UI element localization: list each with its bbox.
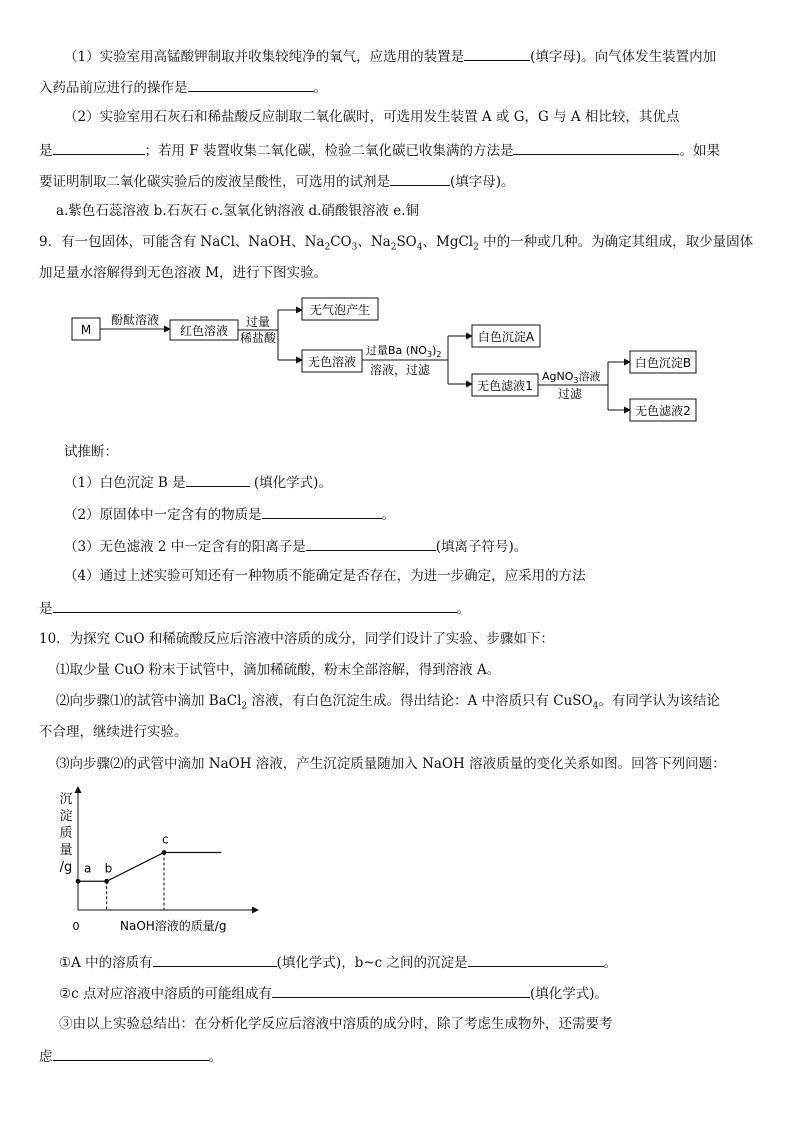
answer-blank[interactable] <box>53 598 457 613</box>
q8-part2-line3: 要证明制取二氧化碳实验后的废液呈酸性，可选用的试剂是 (填字母)。 <box>39 171 515 191</box>
answer-blank[interactable] <box>272 983 530 998</box>
q10-step3: ⑶向步骤⑵的武管中滴加 NaOH 溶液，产生沉淀质量随加入 NaOH 溶液质量的变化关系如图。回答下列问题： <box>56 756 726 772</box>
flow-reagent-ba-no3: 过量Ba $(NO_3)_2$ <box>366 344 442 359</box>
flow-label-precipitate-a: 白色沉淀A <box>477 330 535 344</box>
flow-label-red-solution: 红色溶液 <box>179 324 229 338</box>
flow-reagent-hcl: 稀盐酸 <box>239 331 277 345</box>
q10-question3: ③由以上实验总结出：在分析化学反应后溶液中溶质的成分时，除了考虑生成物外，还需要考 <box>59 1016 613 1032</box>
answer-blank[interactable] <box>53 1046 209 1061</box>
flow-label-m: M <box>80 323 92 337</box>
x-axis-label: NaOH溶液的质量/g <box>120 919 227 933</box>
q9-sub4-line2: 是 。 <box>39 598 470 618</box>
answer-blank[interactable] <box>188 77 314 92</box>
point-label-a: a <box>84 861 92 876</box>
flow-label-filtrate-2: 无色滤液2 <box>635 404 691 418</box>
q8-options: a.紫色石蕊溶液 b.石灰石 c.氢氧化钠溶液 d.硝酸银溶液 e.铜 <box>56 203 420 219</box>
y-axis-label-char: 量 <box>59 843 73 858</box>
y-axis-label-char: 质 <box>59 826 73 841</box>
y-axis-label-char: 淀 <box>59 809 73 824</box>
y-axis-label-char: 沉 <box>59 792 73 807</box>
q10-question2: ②c 点对应溶液中溶质的可能组成有 (填化学式)。 <box>59 983 608 1003</box>
flow-reagent-filter-2: 过滤 <box>557 387 583 401</box>
q9-sub4: （4）通过上述实验可知还有一种物质不能确定是否存在，为进一步确定，应采用的方法 <box>64 568 586 584</box>
q9-infer: 试推断： <box>64 444 118 460</box>
answer-blank[interactable] <box>186 472 250 487</box>
answer-blank[interactable] <box>262 504 382 519</box>
origin-label: 0 <box>72 920 80 933</box>
q9-sub1: （1）白色沉淀 B 是 (填化学式)。 <box>64 472 332 492</box>
flow-label-precipitate-b: 白色沉淀B <box>634 356 692 370</box>
q8-part1-line1: （1）实验室用高锰酸钾制取并收集较纯净的氧气，应选用的装置是 (填字母)。向气体发生装置内加 <box>64 46 716 66</box>
answer-blank[interactable] <box>153 952 277 967</box>
q10-step1: ⑴取少量 CuO 粉末于试管中，滴加稀硫酸，粉末全部溶解，得到溶液 A。 <box>56 662 501 678</box>
q10-question1: ①A 中的溶质有 (填化学式)，b~c 之间的沉淀是 。 <box>59 952 617 972</box>
answer-blank[interactable] <box>390 171 450 186</box>
answer-blank[interactable] <box>464 46 530 61</box>
q8-part2-line2: 是 ；若用 F 装置收集二氧化碳，检验二氧化碳已收集满的方法是 。如果 <box>39 140 720 160</box>
q9-intro: 9．有一包固体，可能含有 NaCl、NaOH、$Na_2CO_3$、$Na_2SO_4$、MgCl$_2$ 中的一种或几种。为确定其组成，取少量固体 <box>39 234 754 253</box>
flow-label-no-gas: 无气泡产生 <box>309 303 371 317</box>
q10-intro: 10．为探究 CuO 和稀硫酸反应后溶液中溶质的成分，同学们设计了实验、步骤如下： <box>39 631 554 647</box>
q9-sub2: （2）原固体中一定含有的物质是 。 <box>64 504 395 524</box>
point-a <box>76 879 81 884</box>
q8-part2-line1: （2）实验室用石灰石和稀盐酸反应制取二氧化碳时，可选用发生装置 A 或 G，G 与 A 相比较，其优点 <box>64 109 680 125</box>
answer-blank[interactable] <box>513 140 679 155</box>
answer-blank[interactable] <box>53 140 145 155</box>
flow-reagent-excess: 过量 <box>245 315 271 329</box>
flow-reagent-phenolphthalein: 酚酞溶液 <box>110 313 160 327</box>
answer-blank[interactable] <box>306 536 436 551</box>
flow-label-filtrate-1: 无色滤液1 <box>477 379 533 393</box>
q10-step2-line2: 不合理，继续进行实验。 <box>39 724 188 740</box>
point-label-c: c <box>162 832 169 847</box>
q10-precipitate-chart <box>50 785 260 935</box>
q9-intro-line2: 加足量水溶解得到无色溶液 M，进行下图实验。 <box>39 265 328 281</box>
y-axis-label-char: /g <box>59 860 73 875</box>
q10-question3-line2: 虑 。 <box>39 1046 222 1066</box>
q9-sub3: （3）无色滤液 2 中一定含有的阳离子是 (填离子符号)。 <box>64 536 527 556</box>
series-line <box>78 853 221 882</box>
point-label-b: b <box>104 861 113 876</box>
flow-label-clear-solution: 无色溶液 <box>307 355 357 369</box>
answer-blank[interactable] <box>468 952 604 967</box>
q10-step2: ⑵向步骤⑴的試管中滴加 BaCl$_2$ 溶液，有白色沉淀生成。得出结论：A 中溶质只有 CuSO$_4$。有同学认为该结论 <box>56 693 720 712</box>
flow-reagent-agno3: AgNO$_3$溶液 <box>542 370 601 385</box>
q8-part1-line2: 入药品前应进行的操作是 。 <box>39 77 327 97</box>
flow-reagent-filter: 溶液，过滤 <box>370 363 431 377</box>
q9-flowchart <box>60 290 710 430</box>
